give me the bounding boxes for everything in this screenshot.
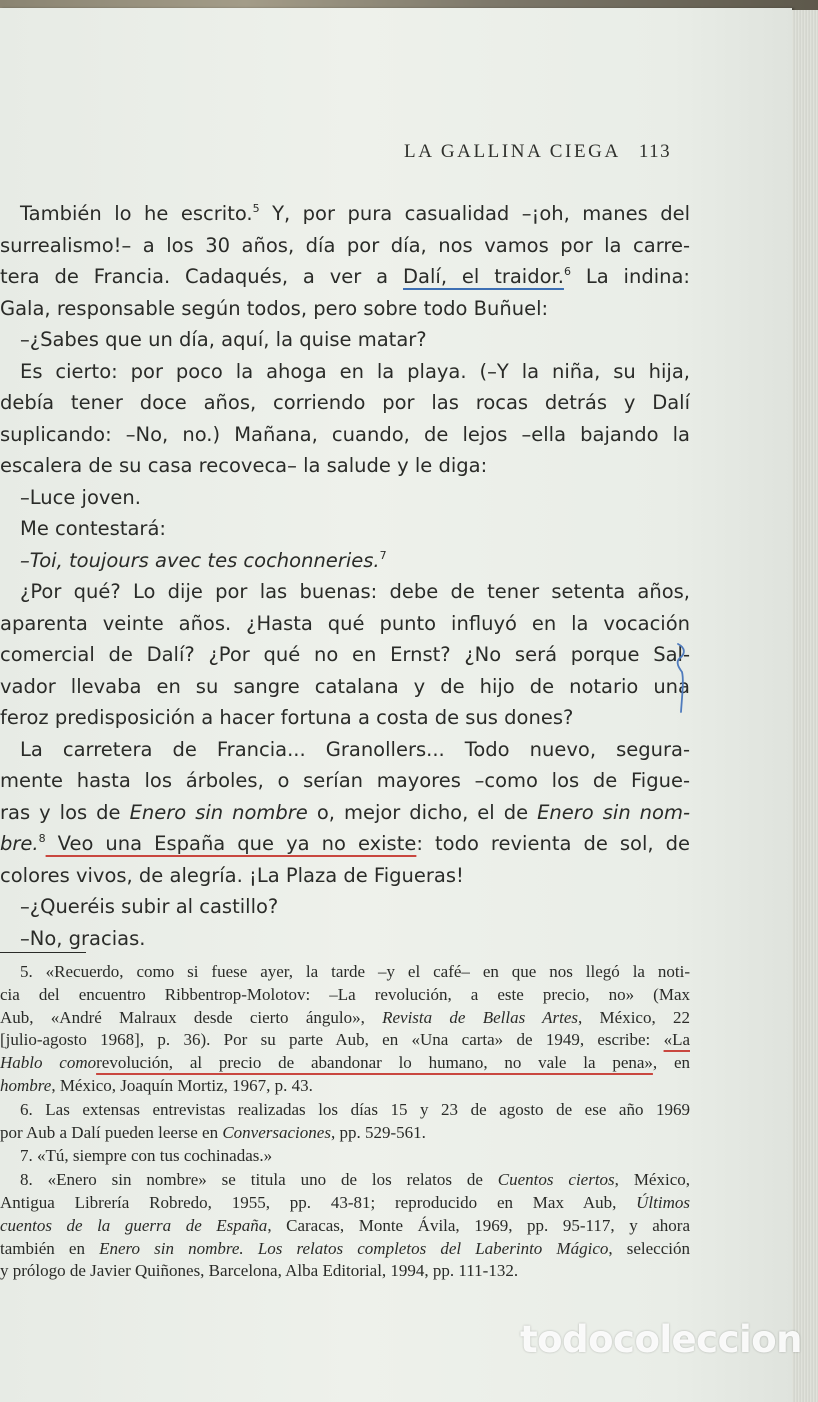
body-line [0, 923, 690, 955]
line-text: ¿Por qué? Lo dije por las buenas: debe de tener setenta años, [20, 580, 690, 603]
footnote-line [0, 1029, 690, 1052]
footnote-line [0, 1215, 690, 1238]
line-text: tera de Francia. Cadaqués, a ver a [0, 265, 404, 288]
footnote-ref: 8 [38, 832, 46, 845]
italic-text: Hablo como [0, 1053, 97, 1073]
footnote-line [0, 1145, 690, 1168]
footnote-line [0, 961, 690, 984]
line-text: Gala, responsable según todos, pero sobre todo Buñuel: [0, 296, 549, 320]
italic-text: Cuentos ciertos [497, 1170, 615, 1190]
italic-text: bre. [0, 832, 39, 855]
footnote-line [0, 1238, 690, 1261]
line-text: La indina: [570, 265, 690, 288]
line-text: , México, [614, 1170, 690, 1190]
line-text: escalera de su casa recoveca– la salude y le diga: [0, 454, 488, 477]
line-text: [julio-agosto 1968], p. 36). Por su parte Aub, en «Una carta» de 1949, escribe: [0, 1030, 664, 1050]
line-text: suplicando: –No, no.) Mañana, cuando, de lejos –ella bajando la [0, 422, 690, 446]
line-text: 8. «Enero sin nombre» se titula uno de los relatos de [20, 1170, 498, 1190]
body-line [0, 702, 690, 734]
body-line [0, 576, 690, 608]
line-text: Es cierto: por poco la ahoga en la playa. (–Y la niña, su hija, [20, 359, 690, 383]
line-text: por Aub a Dalí pueden leerse en [0, 1122, 223, 1142]
line-text: colores vivos, de alegría. ¡La Plaza de Figueras! [0, 863, 464, 887]
line-text: –Luce joven. [20, 485, 141, 509]
page-number: 113 [638, 141, 672, 162]
line-text: debía tener doce años, corriendo por las rocas detrás y Dalí [0, 391, 690, 414]
body-line [0, 765, 690, 797]
footnote-line [0, 1052, 690, 1075]
footnote-line [0, 984, 690, 1007]
body-line [0, 230, 690, 262]
line-text: aparenta veinte años. ¿Hasta qué punto influyó en la vocación [0, 611, 690, 635]
line-text: 7. «Tú, siempre con tus cochinadas.» [20, 1146, 273, 1166]
body-line [0, 671, 690, 703]
body-line [0, 828, 690, 860]
footnote-line [0, 1122, 690, 1145]
footnote-rule [0, 952, 86, 953]
line-text: , selección [608, 1238, 690, 1258]
running-head [404, 141, 671, 163]
watermark-logo: todocoleccion [520, 1318, 802, 1361]
line-text: también en [0, 1238, 100, 1258]
underlined-text: Veo una España que ya no existe [45, 832, 417, 855]
line-text: cia del encuentro Ribbentrop-Molotov: –La revolución, a este precio, no» (Max [0, 984, 690, 1004]
body-line [0, 608, 690, 640]
body-line [0, 860, 690, 892]
footnote-ref: 5 [252, 202, 260, 215]
line-text: o, mejor dicho, el de [307, 800, 538, 824]
italic-text: cuentos de la guerra de España [0, 1215, 268, 1235]
italic-text: –Toi, toujours avec tes cochonneries. [20, 548, 380, 572]
footnote-line [0, 1169, 690, 1192]
line-text: , Caracas, Monte Ávila, 1969, pp. 95-117, y ahora [267, 1215, 690, 1235]
line-text: –No, gracias. [20, 926, 146, 950]
body-line [0, 387, 690, 419]
footnote-line [0, 1075, 690, 1098]
footnote-line [0, 1007, 690, 1030]
footnote-line [0, 1260, 690, 1283]
line-text: La carretera de Francia... Granollers... Todo nuevo, segura- [20, 737, 690, 761]
italic-text: Últimos [636, 1192, 690, 1212]
italic-text: Enero sin nombre [129, 800, 308, 824]
line-text: mente hasta los árboles, o serían mayores –como los de Figue- [0, 769, 690, 792]
line-text: –¿Sabes que un día, aquí, la quise matar? [20, 328, 427, 351]
body-line [0, 324, 690, 356]
line-text: 5. «Recuerdo, como si fuese ayer, la tarde –y el café– en que nos llegó la noti- [20, 962, 690, 981]
body-line [0, 545, 690, 577]
underlined-text: Dalí, el traidor. [403, 265, 564, 288]
body-line [0, 419, 690, 451]
italic-text: Enero sin nom- [537, 800, 690, 824]
italic-text: Revista de Bellas Artes [382, 1007, 579, 1027]
line-text: También lo he escrito. [20, 202, 253, 225]
line-text: Y, por pura casualidad –¡oh, manes del [259, 202, 690, 225]
underlined-text: «La [663, 1030, 690, 1050]
pen-annotation-mark [672, 640, 692, 720]
body-line [0, 293, 690, 325]
line-text: ras y los de [0, 800, 130, 824]
italic-text: hombre [0, 1075, 52, 1095]
body-line [0, 450, 690, 482]
line-text: 6. Las extensas entrevistas realizadas los días 15 y 23 de agosto de ese año 1969 [20, 1099, 690, 1119]
body-line [0, 639, 690, 671]
footnote-line [0, 1099, 690, 1122]
body-line [0, 482, 690, 514]
body-line [0, 198, 690, 230]
line-text: , pp. 529-561. [330, 1122, 426, 1142]
body-text [0, 198, 690, 954]
body-line [0, 734, 690, 766]
line-text: comercial de Dalí? ¿Por qué no en Ernst? ¿No será porque Sal- [0, 643, 690, 666]
line-text: , México, Joaquín Mortiz, 1967, p. 43. [51, 1075, 313, 1095]
body-line [0, 513, 690, 545]
line-text: surrealismo!– a los 30 años, día por día, nos vamos por la carre- [0, 233, 690, 257]
body-line [0, 356, 690, 388]
line-text: vador llevaba en su sangre catalana y de hijo de notario una [0, 674, 690, 698]
footnote-ref: 6 [563, 265, 571, 278]
italic-text: Enero sin nombre. Los relatos completos del Laberinto Mágico [99, 1238, 609, 1258]
line-text: , México, 22 [578, 1007, 690, 1027]
footnotes [0, 961, 690, 1283]
line-text: Me contestará: [20, 517, 166, 540]
italic-text: Conversaciones [222, 1122, 331, 1142]
footnote-ref: 7 [379, 548, 387, 562]
chapter-title: LA GALLINA CIEGA [404, 141, 621, 162]
line-text: , en [652, 1053, 690, 1073]
body-line [0, 797, 690, 829]
footnote-line [0, 1192, 690, 1215]
underlined-text: revolución, al precio de abandonar lo humano, no vale la pena» [96, 1053, 653, 1073]
body-line [0, 261, 690, 293]
line-text: y prólogo de Javier Quiñones, Barcelona, Alba Editorial, 1994, pp. 111-132. [0, 1261, 519, 1281]
line-text: Aub, «André Malraux desde cierto ángulo», [0, 1007, 383, 1027]
body-line [0, 891, 690, 923]
page-edge [792, 10, 818, 1402]
line-text: feroz predisposición a hacer fortuna a costa de sus dones? [0, 706, 574, 729]
line-text: –¿Queréis subir al castillo? [20, 895, 279, 918]
line-text: Antigua Librería Robredo, 1955, pp. 43-81; reproducido en Max Aub, [0, 1192, 637, 1212]
line-text: : todo revienta de sol, de [416, 832, 690, 855]
